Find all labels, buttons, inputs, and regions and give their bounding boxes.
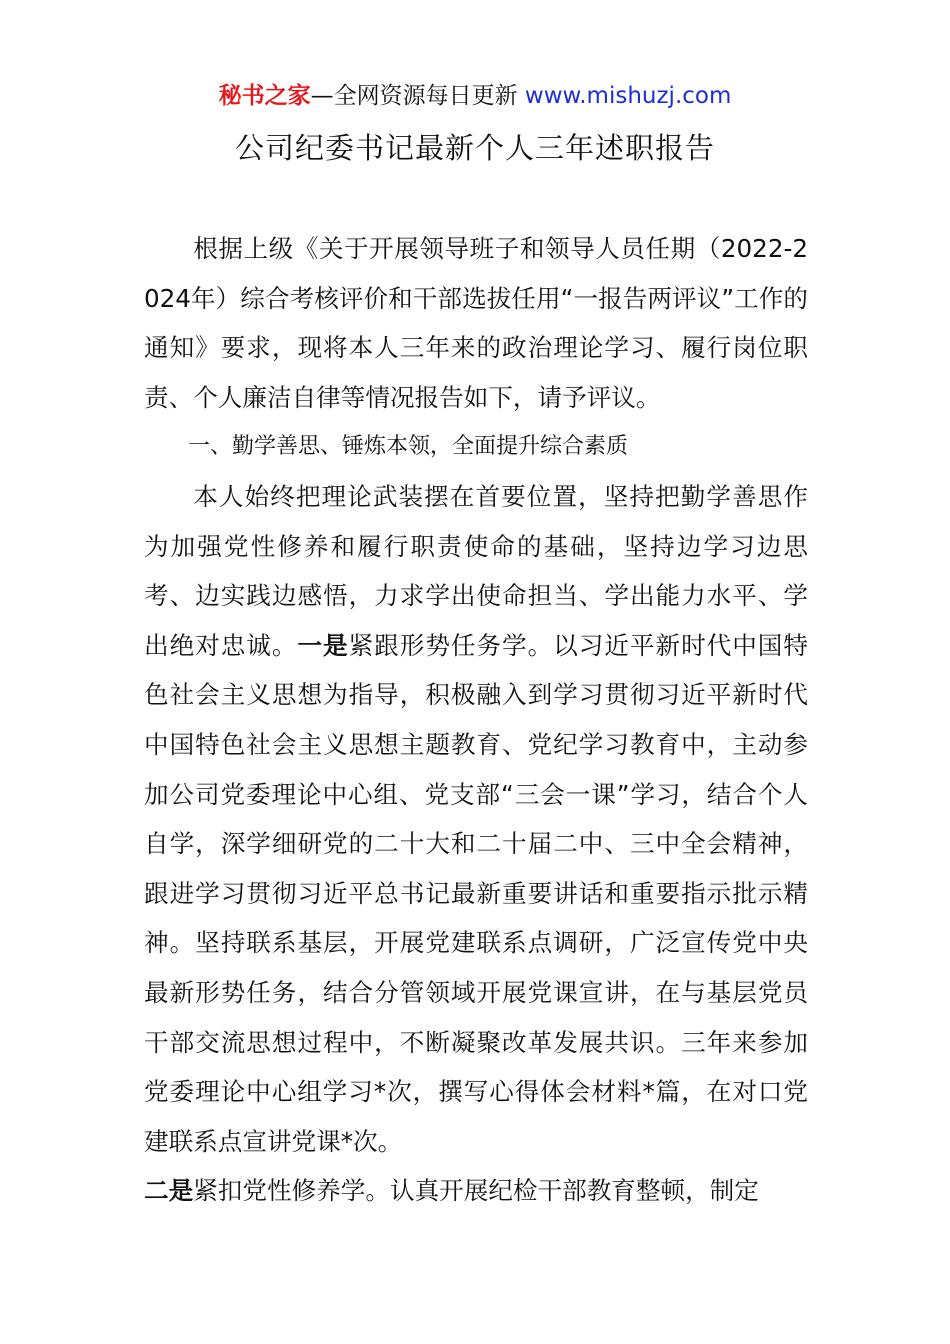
document-body	[144, 224, 808, 1216]
site-name: 秘书之家	[218, 83, 311, 109]
bold-marker-second: 二是	[144, 1176, 194, 1206]
document-title: 公司纪委书记最新个人三年述职报告	[234, 131, 715, 165]
intro-paragraph: 根据上级《关于开展领导班子和领导人员任期（2022-2024年）综合考核评价和干部选拔任用“一报告两评议”工作的通知》要求，现将本人三年来的政治理论学习、履行岗位职责、个人廉洁自律等情况报告如下，请予评议。	[144, 234, 808, 412]
paragraph-text: 紧扣党性修养学。认真开展纪检干部教育整顿，制定	[193, 1176, 759, 1206]
body-paragraph-1	[144, 472, 808, 1166]
section-heading-1: 一、勤学善思、锤炼本领，全面提升综合素质	[188, 434, 629, 460]
bold-marker-first: 一是	[297, 630, 349, 660]
site-url-link[interactable]: www.mishuzj.com	[524, 83, 732, 109]
body-paragraph-2	[144, 1166, 808, 1216]
paragraph-text: 本人始终把理论武装摆在首要位置，坚持把勤学善思作为加强党性修养和履行职责使命的基础，坚持边学习边思考、边实践边感悟，力求学出使命担当、学出能力水平、学出绝对忠诚。	[144, 481, 808, 660]
paragraph-text: 紧跟形势任务学。以习近平新时代中国特色社会主义思想为指导，积极融入到学习贯彻习近平新时代中国特色社会主义思想主题教育、党纪学习教育中，主动参加公司党委理论中心组、党支部“三会一课”学习，结合个人自学，深学细研党的二十大和二十届二中、三中全会精神，跟进学习贯彻习近平总书记最新重要讲话和重要指示批示精神。坚持联系基层，开展党建联系点调研，广泛宣传党中央最新形势任务，结合分管领域开展党课宣讲，在与基层党员干部交流思想过程中，不断凝聚改革发展共识。三年来参加党委理论中心组学习*次，撰写心得体会材料*篇，在对口党建联系点宣讲党课*次。	[144, 630, 808, 1156]
site-slogan: —全网资源每日更新	[310, 83, 518, 109]
site-header	[0, 80, 950, 112]
